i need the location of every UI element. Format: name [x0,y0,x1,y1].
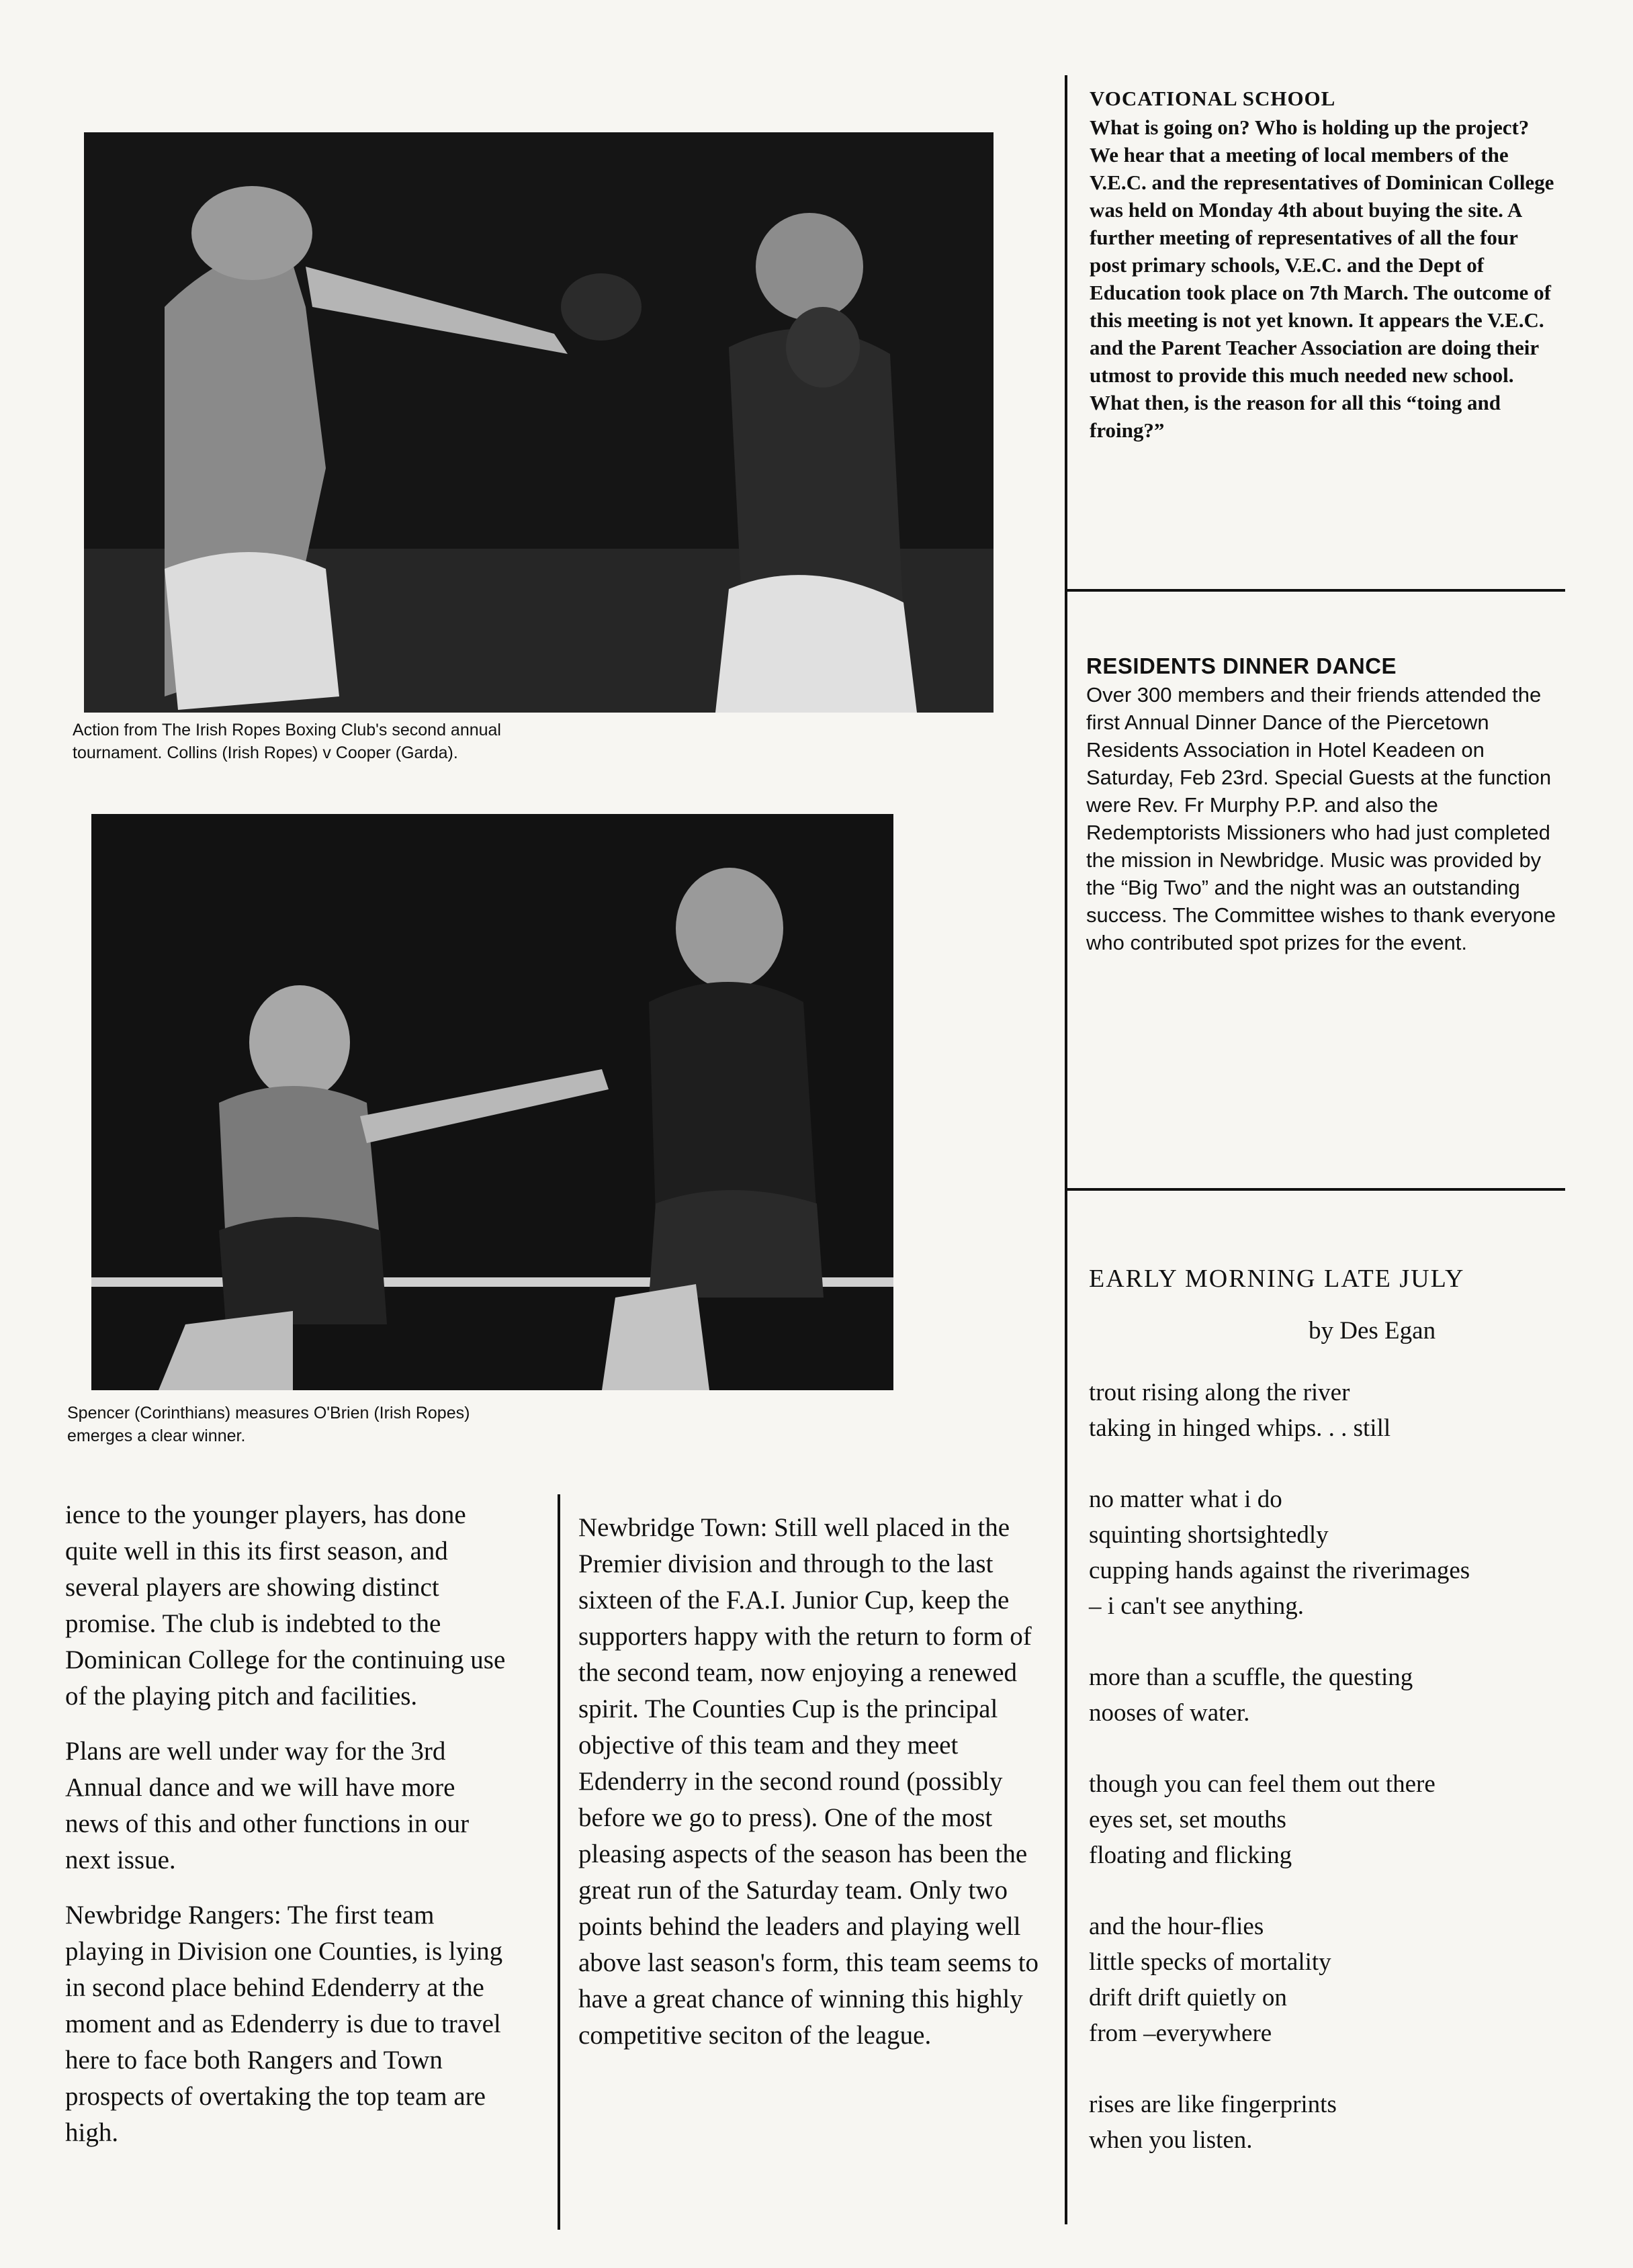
section-heading: RESIDENTS DINNER DANCE [1086,653,1397,678]
poem-line: trout rising along the river [1089,1379,1350,1406]
poem-stanza [1089,1909,1559,2051]
sports-column-2 [578,1510,1041,2073]
poem-stanza [1089,2087,1559,2158]
poem-line: when you listen. [1089,2126,1253,2154]
poem-stanza [1089,1660,1559,1731]
poem-body [1089,1375,1559,2158]
section-body: Over 300 members and their friends attended the first Annual Dinner Dance of the Piercetown Residents Association in Hotel Keadeen on Saturday, Feb 23rd. Special Guests at the function were Rev. Fr Murphy P.P. and also the Redemptorists Missioners who had just completed the mission in Newbridge. Music was provided by the “Big Two” and the night was an outstanding success. The Committee wishes to thank everyone who contributed spot prizes for the event. [1086,683,1556,954]
poem-line: though you can feel them out there [1089,1770,1436,1798]
poem-line: nooses of water. [1089,1699,1250,1727]
poem [1089,1264,1559,2193]
poem-line: and the hour-flies [1089,1913,1264,1940]
photo1-caption: Action from The Irish Ropes Boxing Club's second annual tournament. Collins (Irish Ropes) v Cooper (Garda). [73,721,501,762]
divider-residents-poem [1065,1188,1565,1191]
photo2-caption: Spencer (Corinthians) measures O'Brien (Irish Ropes) emerges a clear winner. [67,1404,470,1445]
section-heading: VOCATIONAL SCHOOL [1090,87,1336,110]
paragraph: Plans are well under way for the 3rd Annual dance and we will have more news of this and other functions in our next issue. [65,1737,470,1874]
boxing-photo-collins-cooper [84,132,994,713]
poem-author: by Des Egan [1309,1317,1436,1345]
poem-title: EARLY MORNING LATE JULY [1089,1265,1465,1293]
poem-line: drift drift quietly on [1089,1984,1287,2011]
poem-line: taking in hinged whips. . . still [1089,1414,1391,1442]
paragraph: ience to the younger players, has done quite well in this its first season, and several players are showing distinct promise. The club is indebted to the Dominican College for the continuing use of the playing pitch and facilities. [65,1500,506,1711]
poem-line: little specks of mortality [1089,1948,1331,1976]
poem-line: – i can't see anything. [1089,1592,1305,1620]
column-divider-middle [558,1494,560,2230]
poem-line: more than a scuffle, the questing [1089,1664,1413,1691]
poem-stanza [1089,1766,1559,1873]
divider-vocational-residents [1065,589,1565,592]
poem-line: floating and flicking [1089,1842,1292,1869]
poem-stanza [1089,1482,1559,1624]
section-body: What is going on? Who is holding up the project? We hear that a meeting of local members of the V.E.C. and the representatives of Dominican College was held on Monday 4th about buying the site. A further meeting of representatives of all the four post primary schools, V.E.C. and the Dept of Education took place on 7th March. The outcome of this meeting is not yet known. It appears the V.E.C. and the Parent Teacher Association are doing their utmost to provide this much needed new school. What then, is the reason for all this “toing and froing?” [1090,116,1554,442]
poem-line: no matter what i do [1089,1486,1282,1513]
poem-stanza [1089,1375,1559,1446]
residents-dinner-dance-section [1086,651,1556,956]
poem-line: eyes set, set mouths [1089,1806,1286,1833]
paragraph: Newbridge Town: Still well placed in the Premier division and through to the last sixteen of the F.A.I. Junior Cup, keep the supporters happy with the return to form of the second team, now enjoying a renewed spirit. The Counties Cup is the principal objective of this team and they meet Edenderry in the second round (possibly before we go to press). One of the most pleasing aspects of the season has been the great run of the Saturday team. Only two points behind the leaders and playing well above last season's form, this team seems to have a great chance of winning this highly competitive seciton of the league. [578,1513,1039,2050]
vocational-school-section [1090,84,1560,444]
poem-line: from –everywhere [1089,2020,1272,2047]
boxing-photo-spencer-obrien [91,814,893,1390]
column-divider-right [1065,75,1067,2224]
paragraph: Newbridge Rangers: The first team playing in Division one Counties, is lying in second place behind Edenderry at the moment and as Edenderry is due to travel here to face both Rangers and Town prospects of overtaking the top team are high. [65,1901,503,2147]
poem-line: rises are like fingerprints [1089,2091,1337,2118]
poem-line: cupping hands against the riverimages [1089,1557,1470,1584]
sports-column-1 [65,1497,510,2170]
poem-line: squinting shortsightedly [1089,1521,1329,1549]
